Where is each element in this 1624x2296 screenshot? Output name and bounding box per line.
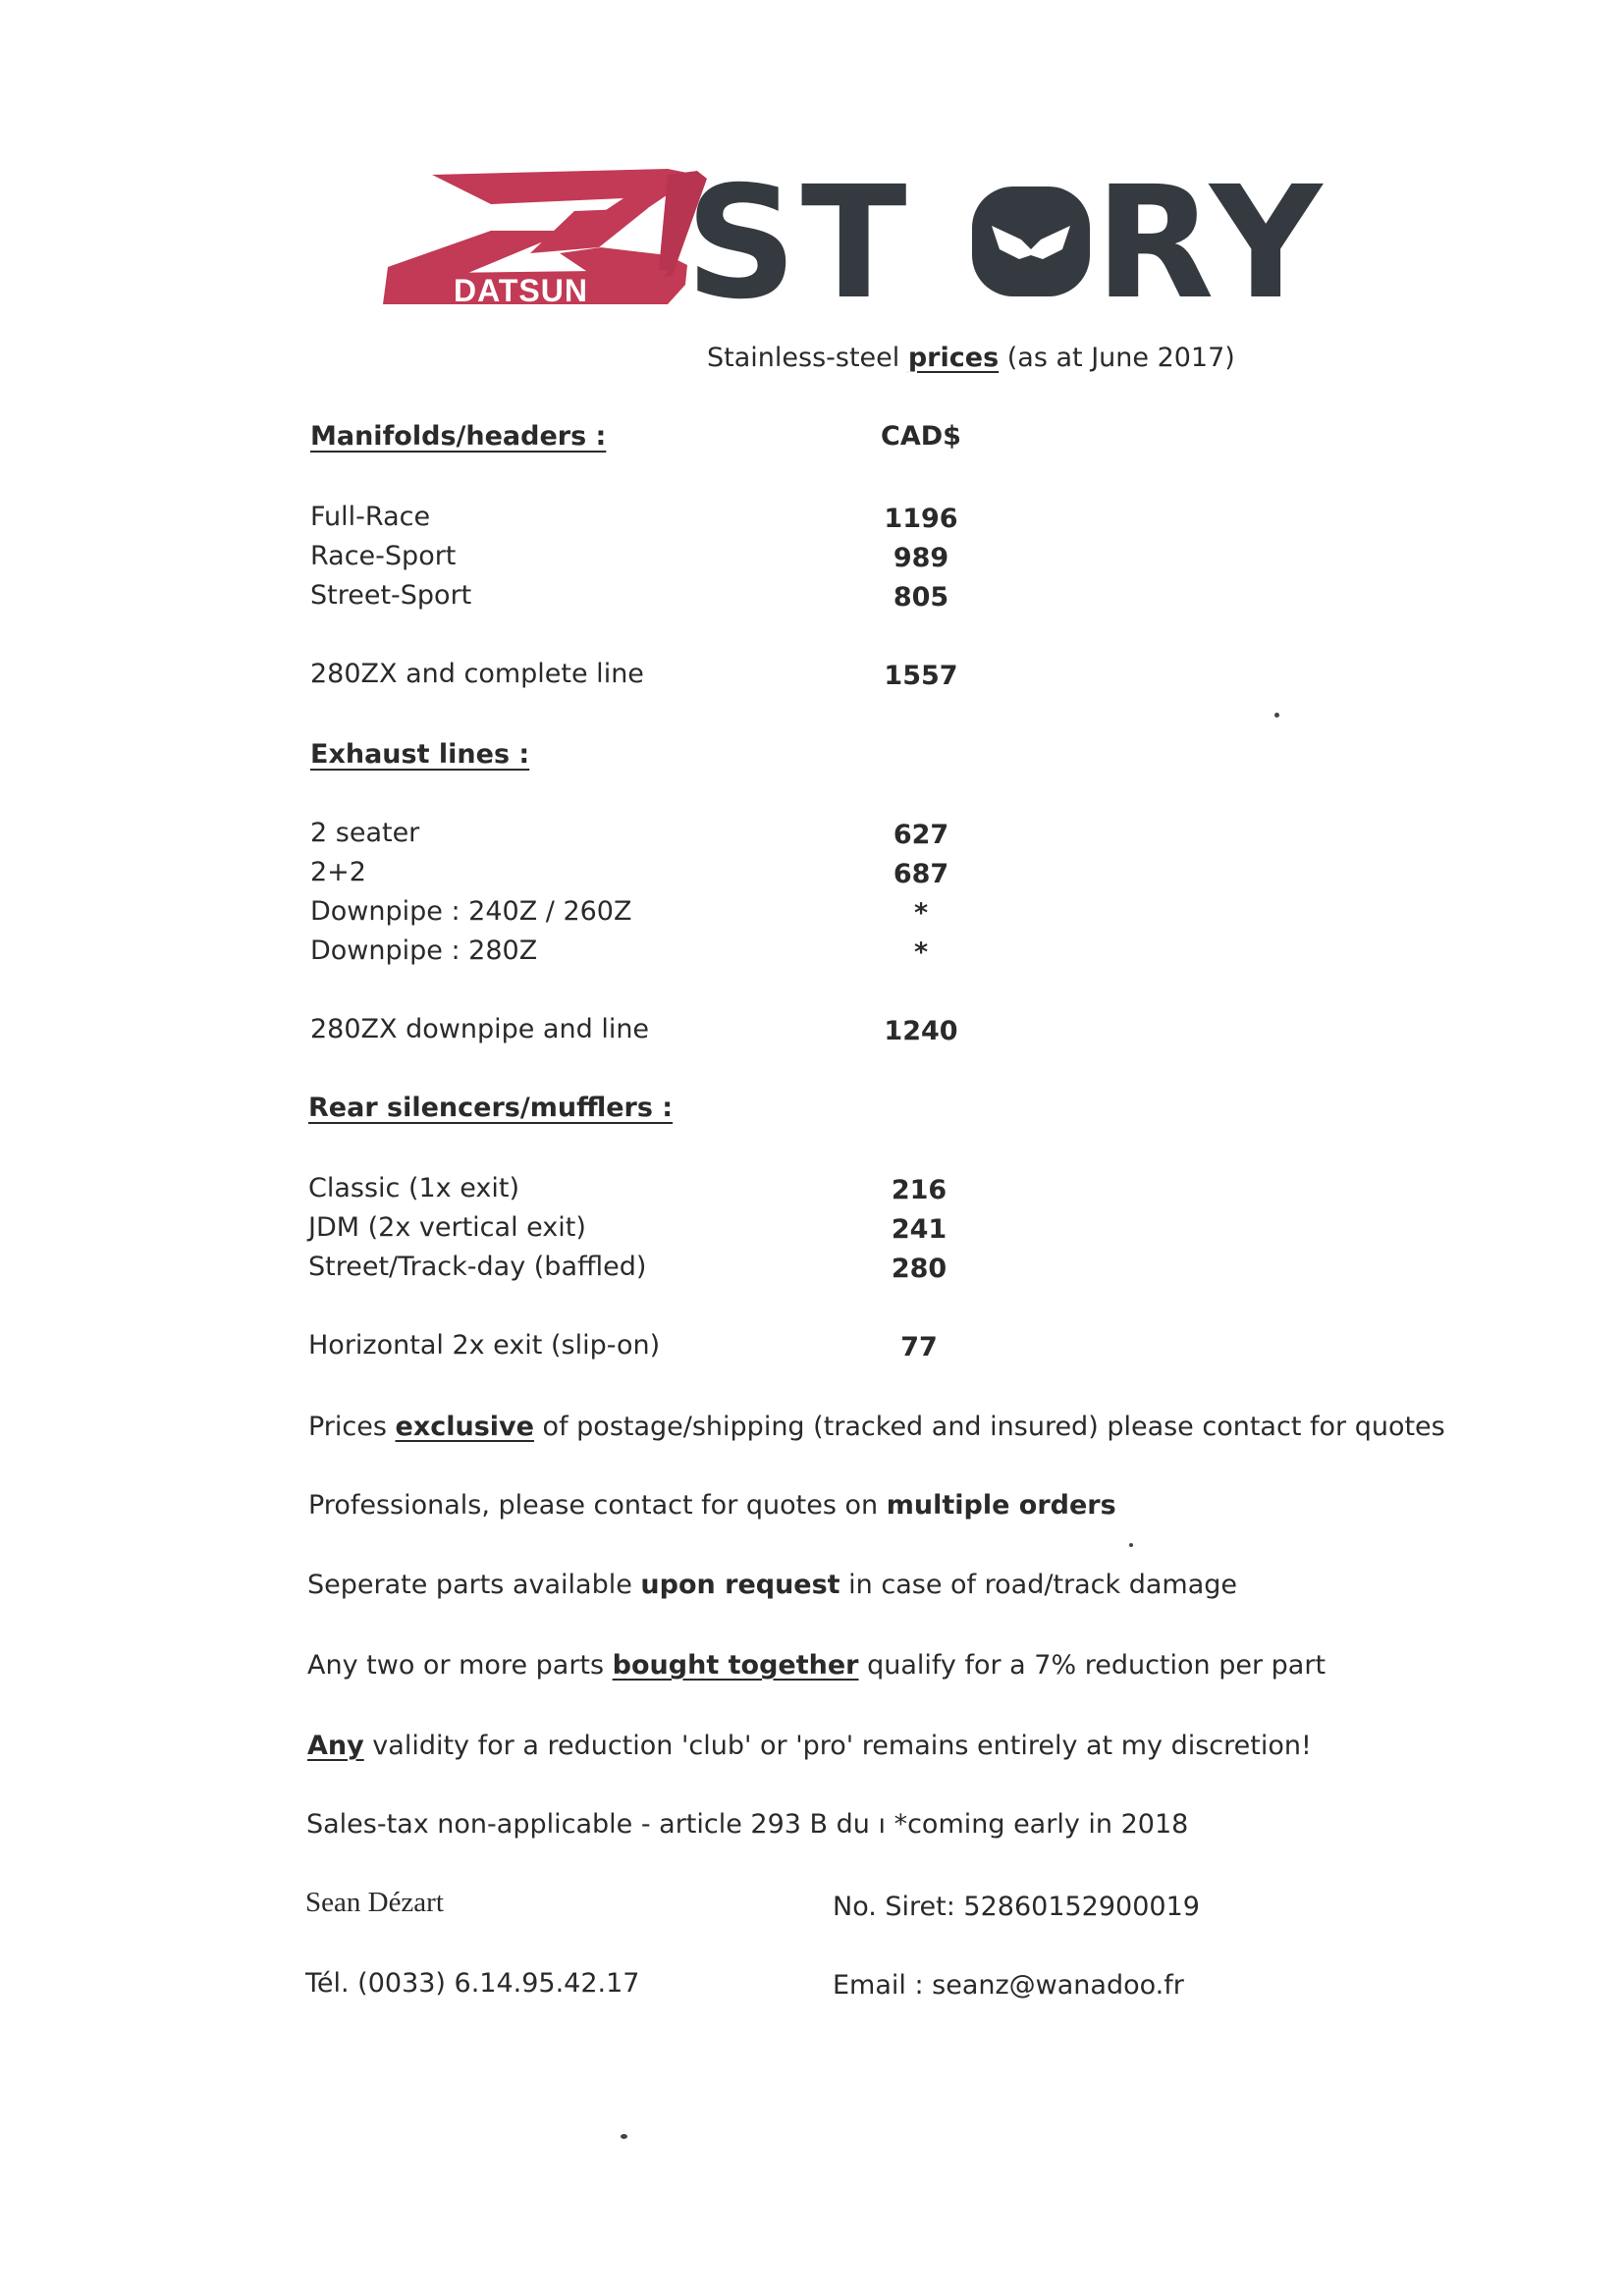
- item-name: 280ZX and complete line: [310, 659, 644, 689]
- item-name: Horizontal 2x exit (slip-on): [308, 1330, 661, 1361]
- note-discretion: [307, 1730, 1312, 1763]
- item-name: Street/Track-day (baffled): [308, 1252, 647, 1282]
- contact-name: Sean Dézart: [305, 1887, 444, 1918]
- item-price: 216: [891, 1175, 947, 1205]
- item-name: 2+2: [310, 857, 366, 887]
- note-sales-tax: [306, 1808, 1188, 1842]
- item-price: 1557: [884, 661, 958, 691]
- item-price: 241: [891, 1214, 947, 1245]
- note-text: Sales-tax non-applicable - article 293 B du ı *coming early in 2018: [306, 1809, 1189, 1840]
- logo-ry-text: RY: [1095, 153, 1326, 334]
- note-text: Professionals, please contact for quotes on: [308, 1490, 887, 1521]
- section-title-manifolds: Manifolds/headers :: [310, 421, 607, 452]
- note-bought-together: [307, 1649, 1326, 1682]
- item-name: Classic (1x exit): [308, 1173, 519, 1203]
- section-title-silencers: Rear silencers/mufflers :: [308, 1093, 674, 1123]
- note-text: in case of road/track damage: [839, 1570, 1238, 1600]
- section-title-exhaust: Exhaust lines :: [310, 739, 530, 770]
- item-name: Race-Sport: [310, 541, 457, 571]
- currency-header: CAD$: [881, 421, 961, 452]
- item-price: 989: [893, 543, 949, 573]
- item-price: *: [913, 898, 929, 929]
- item-price: 77: [900, 1332, 938, 1362]
- item-name: Downpipe : 240Z / 260Z: [310, 896, 632, 927]
- note-emphasis: bought together: [612, 1650, 859, 1681]
- item-name: 2 seater: [310, 818, 420, 848]
- scan-speck: [621, 2134, 627, 2139]
- scan-speck: [1129, 1543, 1133, 1547]
- contact-email: Email : seanz@wanadoo.fr: [833, 1970, 1184, 2001]
- item-name: Downpipe : 280Z: [310, 935, 538, 966]
- logo-st-text: ST: [685, 153, 911, 334]
- logo-emblem: [972, 187, 1090, 296]
- z-story-logo: [373, 153, 1326, 334]
- subtitle-post: (as at June 2017): [1006, 343, 1235, 373]
- note-emphasis: exclusive: [395, 1412, 534, 1442]
- note-text: Any two or more parts: [307, 1650, 613, 1681]
- item-name: Full-Race: [310, 502, 431, 532]
- item-name: 280ZX downpipe and line: [310, 1014, 650, 1044]
- subtitle-bold: prices: [907, 343, 1000, 373]
- item-price: *: [913, 937, 929, 968]
- item-price: 1196: [884, 504, 958, 534]
- item-price: 805: [893, 582, 949, 613]
- logo-datsun-text: DATSUN: [454, 273, 588, 308]
- item-price: 1240: [884, 1016, 958, 1046]
- note-text: Seperate parts available: [307, 1570, 641, 1600]
- price-list-subtitle: [707, 342, 1235, 375]
- item-name: JDM (2x vertical exit): [308, 1212, 586, 1243]
- note-text: validity for a reduction 'club' or 'pro' remains entirely at my discretion!: [363, 1731, 1312, 1761]
- subtitle-pre: Stainless-steel: [707, 343, 900, 373]
- contact-siret: No. Siret: 52860152900019: [833, 1892, 1200, 1922]
- note-text: qualify for a 7% reduction per part: [858, 1650, 1326, 1681]
- z-badge-icon: [373, 153, 1326, 334]
- note-emphasis: upon request: [640, 1570, 840, 1600]
- contact-phone: Tél. (0033) 6.14.95.42.17: [305, 1968, 640, 1999]
- note-emphasis: multiple orders: [886, 1490, 1116, 1521]
- note-shipping: [308, 1411, 1445, 1444]
- note-professionals: [308, 1489, 1116, 1522]
- note-separate-parts: [307, 1569, 1237, 1602]
- scan-speck: [1274, 713, 1279, 718]
- item-price: 280: [891, 1254, 947, 1284]
- item-price: 687: [893, 859, 949, 889]
- item-name: Street-Sport: [310, 580, 472, 611]
- note-text: of postage/shipping (tracked and insured) please contact for quotes: [533, 1412, 1445, 1442]
- note-emphasis: Any: [307, 1731, 364, 1761]
- item-price: 627: [893, 820, 949, 850]
- note-text: Prices: [308, 1412, 396, 1442]
